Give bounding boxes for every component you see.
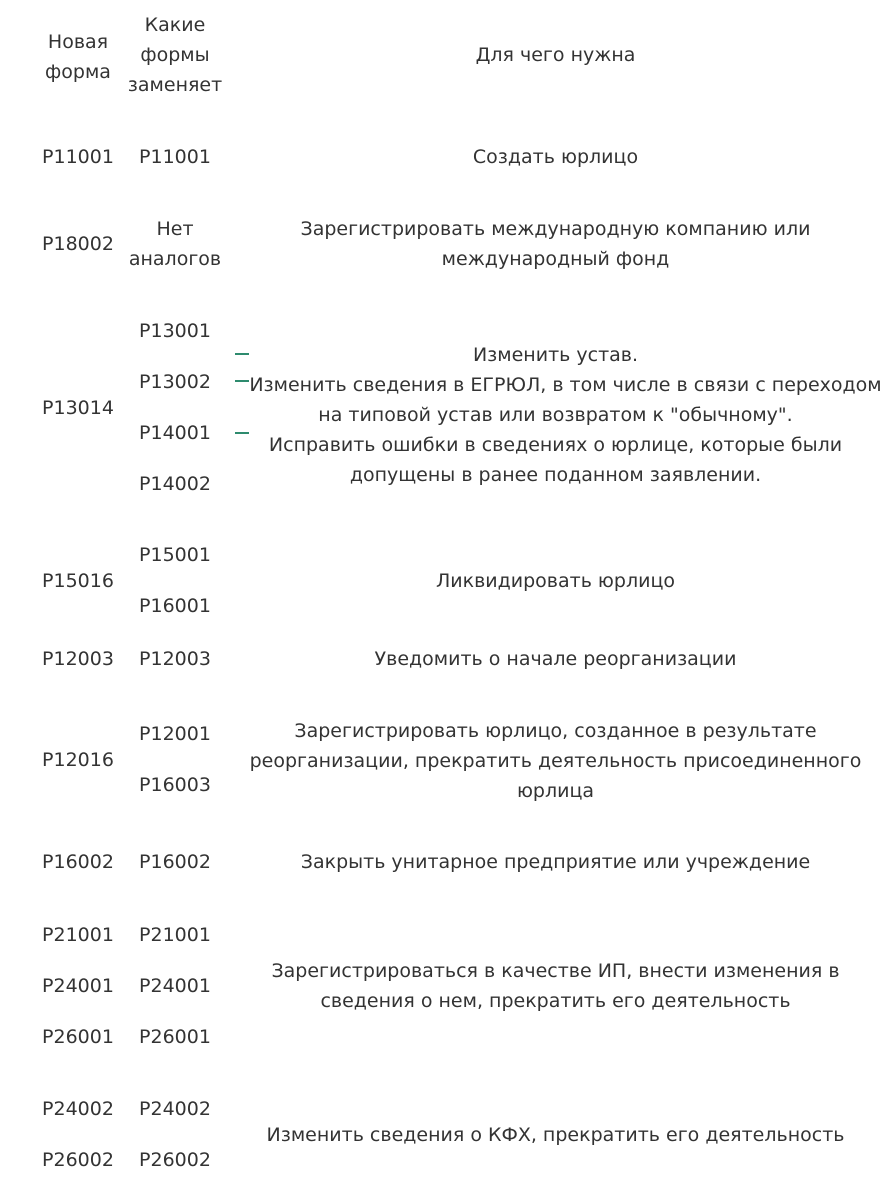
row-8-replaced-form-3: Р26001: [139, 1026, 211, 1048]
row-3-replaced-form-3: Р14001: [139, 422, 211, 444]
row-9-new-form-2: Р26002: [42, 1149, 114, 1171]
header-new-form-line-1: Новая: [47, 31, 109, 53]
row-9-replaced-form-2: Р26002: [139, 1149, 211, 1171]
row-3-purpose: [228, 340, 883, 490]
row-4-new-form: Р15016: [42, 570, 114, 592]
row-2-new-form: Р18002: [42, 233, 114, 255]
row-3-replaced-form-2: Р13002: [139, 371, 211, 393]
row-6-purpose-line-1: Зарегистрировать юрлицо, созданное в результате: [294, 720, 817, 742]
row-9-replaced-form-1: Р24002: [139, 1098, 211, 1120]
row-6-replaced-form-2: Р16003: [139, 774, 211, 796]
row-8-purpose: [228, 956, 883, 1016]
row-3-purpose-line-4: Исправить ошибки в сведениях о юрлице, которые были: [268, 434, 843, 456]
row-1-new-form: Р11001: [42, 146, 114, 168]
header-new-form: [30, 27, 126, 87]
row-8-new-form-2: Р24001: [42, 975, 114, 997]
row-1-purpose: Создать юрлицо: [472, 146, 639, 168]
row-7-replaced-form: Р16002: [139, 851, 211, 873]
row-6-new-form: Р12016: [42, 749, 114, 771]
row-4-replaced-form-2: Р16001: [139, 595, 211, 617]
row-3-replaced-form-1: Р13001: [139, 320, 211, 342]
row-8-purpose-line-2: сведения о нем, прекратить его деятельность: [320, 990, 791, 1012]
row-4-purpose: Ликвидировать юрлицо: [435, 570, 676, 592]
row-3-purpose-line-1: Изменить устав.: [472, 344, 639, 366]
row-2-purpose-line-1: Зарегистрировать международную компанию или: [300, 218, 811, 240]
row-5-purpose: Уведомить о начале реорганизации: [374, 648, 737, 670]
row-8-new-form-1: Р21001: [42, 924, 114, 946]
row-5-new-form: Р12003: [42, 648, 114, 670]
row-3-replaced-form-4: Р14002: [139, 473, 211, 495]
row-6-replaced-form-1: Р12001: [139, 723, 211, 745]
row-3-purpose-line-5: допущены в ранее поданном заявлении.: [349, 464, 762, 486]
row-6-purpose-line-2: реорганизации, прекратить деятельность присоединенного: [249, 750, 862, 772]
header-replaced-forms: [126, 10, 224, 100]
header-purpose: Для чего нужна: [475, 44, 636, 66]
row-3-purpose-line-3: на типовой устав или возвратом к "обычному".: [318, 404, 793, 426]
row-2-replaced-form: [126, 214, 224, 274]
row-7-purpose: Закрыть унитарное предприятие или учреждение: [300, 851, 811, 873]
row-8-new-form-3: Р26001: [42, 1026, 114, 1048]
header-replaced-line-2: формы: [140, 44, 210, 66]
row-7-new-form: Р16002: [42, 851, 114, 873]
row-3-new-form: Р13014: [42, 397, 114, 419]
header-replaced-line-1: Какие: [144, 14, 206, 36]
row-8-replaced-form-1: Р21001: [139, 924, 211, 946]
row-2-purpose: [228, 214, 883, 274]
row-9-purpose: Изменить сведения о КФХ, прекратить его деятельность: [266, 1124, 845, 1146]
row-2-replaced-line-2: аналогов: [128, 248, 222, 270]
row-1-replaced-form: Р11001: [139, 146, 211, 168]
row-6-purpose: [228, 716, 883, 806]
row-9-new-form-1: Р24002: [42, 1098, 114, 1120]
row-8-purpose-line-1: Зарегистрироваться в качестве ИП, внести изменения в: [271, 960, 840, 982]
header-replaced-line-3: заменяет: [127, 74, 223, 96]
row-2-replaced-line-1: Нет: [156, 218, 194, 240]
row-4-replaced-form-1: Р15001: [139, 544, 211, 566]
row-3-purpose-line-2: Изменить сведения в ЕГРЮЛ, в том числе в связи с переходом: [249, 374, 882, 396]
row-6-purpose-line-3: юрлица: [516, 780, 595, 802]
row-2-purpose-line-2: международный фонд: [441, 248, 670, 270]
header-new-form-line-2: форма: [45, 61, 111, 83]
row-5-replaced-form: Р12003: [139, 648, 211, 670]
row-8-replaced-form-2: Р24001: [139, 975, 211, 997]
